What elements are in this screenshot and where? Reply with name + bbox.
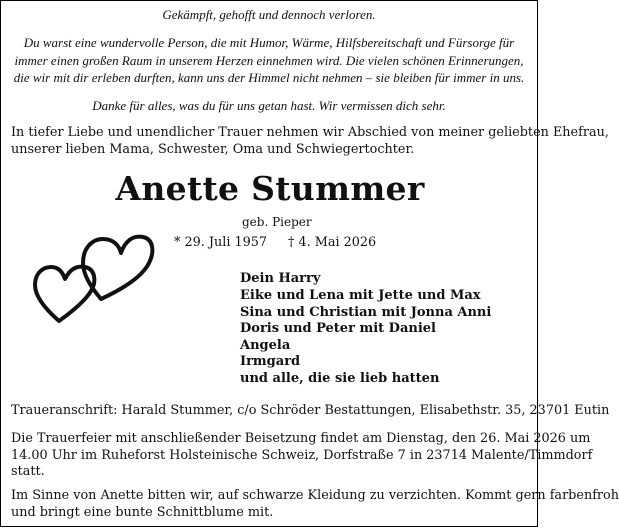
- quote-line-2: Du warst eine wundervolle Person, die mit Humor, Wärme, Hilfsbereitschaft und Fürsorge für: [23, 35, 515, 50]
- quote-line-3: immer einen großen Raum in unserem Herzen einnehmen wird. Die vielen schönen Erinnerungen,: [14, 53, 524, 68]
- death-date: † 4. Mai 2026: [288, 235, 377, 250]
- ceremony-line-3: statt.: [11, 464, 45, 479]
- quote-line-4: die wir mit dir erleben durften, kann uns der Himmel nicht nehmen – sie bleiben für immer in uns.: [13, 70, 525, 85]
- two-hearts-icon: [29, 229, 159, 329]
- family-member: Angela: [240, 338, 291, 353]
- family-member: Eike und Lena mit Jette und Max: [240, 288, 481, 303]
- family-member: Doris und Peter mit Daniel: [240, 321, 436, 336]
- family-member: und alle, die sie lieb hatten: [240, 371, 440, 386]
- quote-line-5: Danke für alles, was du für uns getan hast. Wir vermissen dich sehr.: [92, 98, 446, 113]
- ceremony-line-2: 14.00 Uhr im Ruheforst Holsteinische Schweiz, Dorfstraße 7 in 23714 Malente/Timmdorf: [11, 448, 593, 463]
- ceremony-line-1: Die Trauerfeier mit anschließender Beisetzung findet am Dienstag, den 26. Mai 2026 um: [11, 431, 591, 446]
- mourning-address: Traueranschrift: Harald Stummer, c/o Schröder Bestattungen, Elisabethstr. 35, 23701 Eutin: [11, 403, 610, 418]
- family-member: Irmgard: [240, 354, 301, 369]
- birth-date: * 29. Juli 1957: [174, 235, 268, 250]
- intro-line-1: In tiefer Liebe und unendlicher Trauer nehmen wir Abschied von meiner geliebten Ehefrau,: [11, 125, 609, 140]
- request-line-2: und bringt eine bunte Schnittblume mit.: [11, 505, 274, 520]
- request-line-1: Im Sinne von Anette bitten wir, auf schwarze Kleidung zu verzichten. Kommt gern farbenfroh: [11, 488, 619, 503]
- maiden-name: geb. Pieper: [242, 215, 312, 229]
- quote-line-1: Gekämpft, gehofft und dennoch verloren.: [162, 7, 376, 22]
- family-member: Dein Harry: [240, 271, 321, 286]
- family-member: Sina und Christian mit Jonna Anni: [240, 305, 492, 320]
- intro-line-2: unserer lieben Mama, Schwester, Oma und Schwiegertochter.: [11, 142, 415, 157]
- deceased-name: Anette Stummer: [115, 169, 425, 208]
